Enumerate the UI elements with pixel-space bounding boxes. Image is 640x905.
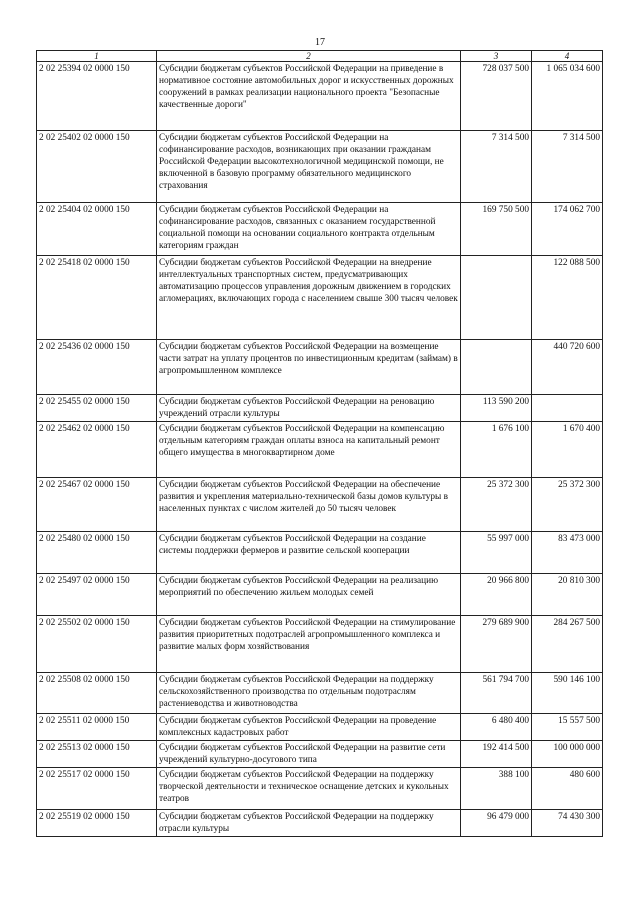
row-value-2: 100 000 000 [532,741,603,768]
header-col-2: 2 [157,51,461,62]
row-value-1: 20 966 800 [461,574,532,616]
row-name: Субсидии бюджетам субъектов Российской Федерации на софинансирование расходов, связанных с оказанием государственной социальной помощи на основании социального контракта отдельным категориям граждан [157,203,461,256]
row-value-1: 113 590 200 [461,395,532,422]
row-name: Субсидии бюджетам субъектов Российской Федерации на обеспечение развития и укрепления материально-технической базы домов культуры в населенных пунктах с числом жителей до 50 тысяч человек [157,478,461,532]
row-code: 2 02 25508 02 0000 150 [37,673,157,714]
table-row [37,340,603,395]
row-value-1: 388 100 [461,768,532,810]
row-name: Субсидии бюджетам субъектов Российской Федерации на поддержку сельскохозяйственного производства по отдельным подотраслям растениеводства и животноводства [157,673,461,714]
row-code: 2 02 25455 02 0000 150 [37,395,157,422]
row-code: 2 02 25467 02 0000 150 [37,478,157,532]
row-code: 2 02 25402 02 0000 150 [37,131,157,203]
row-value-2: 83 473 000 [532,532,603,574]
row-name: Субсидии бюджетам субъектов Российской Федерации на внедрение интеллектуальных транспортных систем, предусматривающих автоматизацию процессов управления дорожным движением в городских агломерациях, включающих города с населением свыше 300 тысяч человек [157,256,461,340]
row-value-1 [461,256,532,340]
table-row [37,810,603,837]
table-row [37,422,603,478]
row-value-2: 7 314 500 [532,131,603,203]
row-code: 2 02 25480 02 0000 150 [37,532,157,574]
table-row [37,714,603,741]
row-code: 2 02 25418 02 0000 150 [37,256,157,340]
row-value-2: 25 372 300 [532,478,603,532]
table-row [37,62,603,131]
row-name: Субсидии бюджетам субъектов Российской Федерации на поддержку отрасли культуры [157,810,461,837]
row-value-1: 169 750 500 [461,203,532,256]
row-name: Субсидии бюджетам субъектов Российской Федерации на реновацию учреждений отрасли культуры [157,395,461,422]
row-value-2: 20 810 300 [532,574,603,616]
table-row [37,532,603,574]
row-value-2: 122 088 500 [532,256,603,340]
table-body [37,62,603,837]
header-col-1: 1 [37,51,157,62]
table-row [37,741,603,768]
row-code: 2 02 25462 02 0000 150 [37,422,157,478]
header-col-3: 3 [461,51,532,62]
row-code: 2 02 25519 02 0000 150 [37,810,157,837]
table-row [37,395,603,422]
row-value-2: 174 062 700 [532,203,603,256]
row-value-2: 284 267 500 [532,616,603,673]
table-header [37,51,603,62]
row-code: 2 02 25394 02 0000 150 [37,62,157,131]
row-value-1: 1 676 100 [461,422,532,478]
row-code: 2 02 25404 02 0000 150 [37,203,157,256]
table-row [37,256,603,340]
row-value-2: 440 720 600 [532,340,603,395]
table-row [37,131,603,203]
row-code: 2 02 25517 02 0000 150 [37,768,157,810]
row-value-1: 55 997 000 [461,532,532,574]
row-code: 2 02 25497 02 0000 150 [37,574,157,616]
row-code: 2 02 25436 02 0000 150 [37,340,157,395]
row-value-1: 6 480 400 [461,714,532,741]
table-row [37,574,603,616]
header-col-4: 4 [532,51,603,62]
row-name: Субсидии бюджетам субъектов Российской Федерации на софинансирование расходов, возникающих при оказании гражданам Российской Федерации высокотехнологичной медицинской помощи, не включенной в базовую программу обязательного медицинского страхования [157,131,461,203]
row-code: 2 02 25511 02 0000 150 [37,714,157,741]
row-value-1: 728 037 500 [461,62,532,131]
row-name: Субсидии бюджетам субъектов Российской Федерации на стимулирование развития приоритетных подотраслей агропромышленного комплекса и развитие малых форм хозяйствования [157,616,461,673]
table-row [37,616,603,673]
budget-table [36,50,603,837]
row-value-2: 74 430 300 [532,810,603,837]
row-name: Субсидии бюджетам субъектов Российской Федерации на реализацию мероприятий по обеспечению жильем молодых семей [157,574,461,616]
row-value-2 [532,395,603,422]
row-name: Субсидии бюджетам субъектов Российской Федерации на поддержку творческой деятельности и техническое оснащение детских и кукольных театров [157,768,461,810]
row-value-2: 15 557 500 [532,714,603,741]
row-name: Субсидии бюджетам субъектов Российской Федерации на проведение комплексных кадастровых работ [157,714,461,741]
row-value-1: 96 479 000 [461,810,532,837]
table-row [37,203,603,256]
row-code: 2 02 25502 02 0000 150 [37,616,157,673]
row-value-1: 7 314 500 [461,131,532,203]
row-value-2: 1 065 034 600 [532,62,603,131]
row-value-2: 480 600 [532,768,603,810]
row-value-2: 590 146 100 [532,673,603,714]
row-name: Субсидии бюджетам субъектов Российской Федерации на возмещение части затрат на уплату процентов по инвестиционным кредитам (займам) в агропромышленном комплексе [157,340,461,395]
row-value-2: 1 670 400 [532,422,603,478]
row-code: 2 02 25513 02 0000 150 [37,741,157,768]
row-value-1 [461,340,532,395]
table-row [37,673,603,714]
row-value-1: 25 372 300 [461,478,532,532]
header-row [37,51,603,62]
row-value-1: 561 794 700 [461,673,532,714]
row-value-1: 192 414 500 [461,741,532,768]
row-name: Субсидии бюджетам субъектов Российской Федерации на приведение в нормативное состояние автомобильных дорог и искусственных дорожных сооружений в рамках реализации национального проекта "Безопасные качественные дороги" [157,62,461,131]
table-row [37,478,603,532]
row-name: Субсидии бюджетам субъектов Российской Федерации на развитие сети учреждений культурно-досугового типа [157,741,461,768]
row-name: Субсидии бюджетам субъектов Российской Федерации на компенсацию отдельным категориям граждан оплаты взноса на капитальный ремонт общего имущества в многоквартирном доме [157,422,461,478]
row-name: Субсидии бюджетам субъектов Российской Федерации на создание системы поддержки фермеров и развитие сельской кооперации [157,532,461,574]
page-number: 17 [315,37,325,48]
table-row [37,768,603,810]
row-value-1: 279 689 900 [461,616,532,673]
